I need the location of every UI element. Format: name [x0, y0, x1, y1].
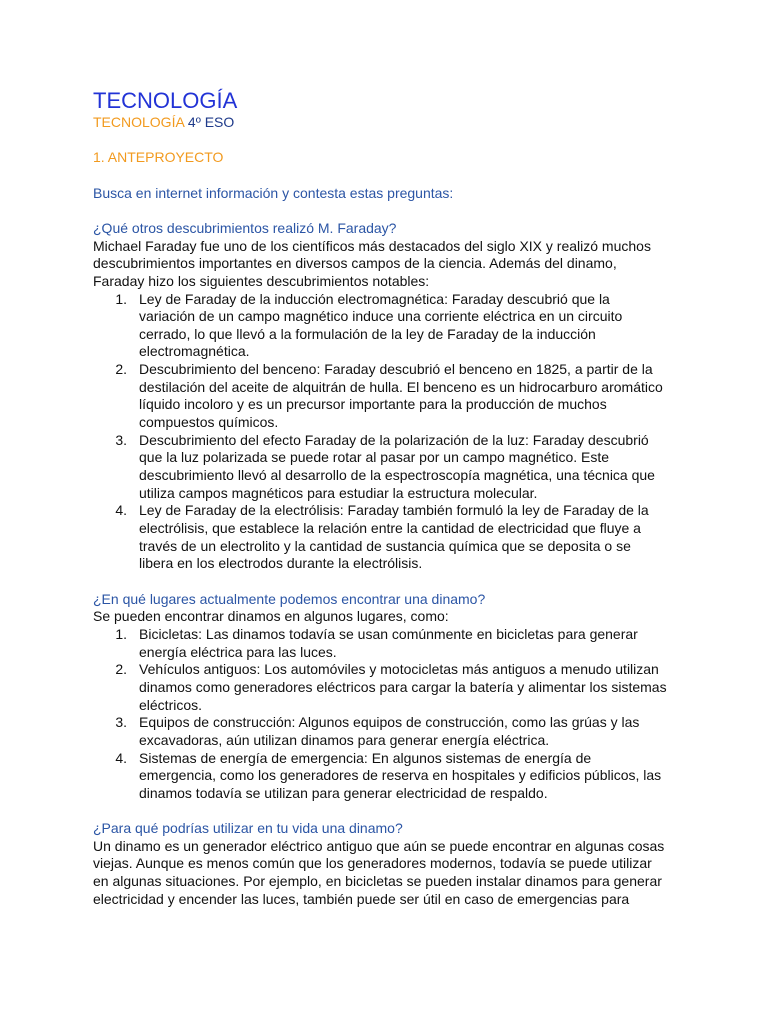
document-content: [93, 88, 733, 908]
list-item: [93, 291, 733, 362]
questions-list: [93, 220, 733, 909]
paragraph-line: viejas. Aunque es menos común que los generadores modernos, todavía se puede utilizar: [93, 855, 652, 872]
list-item-text: [139, 626, 733, 661]
list-item-line: compuestos químicos.: [139, 414, 279, 431]
list-item-line: destilación del aceite de alquitrán de hulla. El benceno es un hidrocarburo aromático: [139, 378, 663, 395]
question-heading: ¿Qué otros descubrimientos realizó M. Faraday?: [93, 219, 397, 236]
list-item-line: dinamos todavía se utilizan para generar electricidad de respaldo.: [139, 784, 548, 801]
list-item-text: [139, 714, 733, 749]
list-item-text: [139, 661, 733, 714]
paragraph-line: en algunas situaciones. Por ejemplo, en bicicletas se pueden instalar dinamos para generar: [93, 873, 662, 890]
list-item-number: 4.: [115, 502, 127, 519]
list-item-line: electromagnética.: [139, 343, 250, 360]
list-item-line: Ley de Faraday de la inducción electromagnética: Faraday descubrió que la: [139, 290, 610, 307]
question-heading: ¿En qué lugares actualmente podemos encontrar una dinamo?: [93, 590, 486, 607]
list-item-line: Bicicletas: Las dinamos todavía se usan comúnmente en bicicletas para generar: [139, 625, 638, 642]
list-item-line: libera en los electrodos durante la electrólisis.: [139, 555, 423, 572]
list-item-line: Ley de Faraday de la electrólisis: Faraday también formuló la ley de Faraday de la: [139, 502, 649, 519]
paragraph-line: Michael Faraday fue uno de los científicos más destacados del siglo XIX y realizó muchos: [93, 237, 651, 254]
list-item-text: [139, 291, 733, 362]
list-item-line: eléctricos.: [139, 696, 203, 713]
list-item-line: dinamos como generadores eléctricos para cargar la batería y alimentar los sistemas: [139, 678, 667, 695]
list-item-number: 3.: [115, 431, 127, 448]
question-block: [93, 591, 733, 803]
list-item: [93, 714, 733, 749]
list-item: [93, 750, 733, 803]
section-heading: 1. ANTEPROYECTO: [93, 149, 224, 166]
paragraph-line: Un dinamo es un generador eléctrico antiguo que aún se puede encontrar en algunas cosas: [93, 837, 665, 854]
list-item-number: 2.: [115, 661, 127, 678]
question-heading: ¿Para qué podrías utilizar en tu vida una dinamo?: [93, 820, 403, 837]
list-item-text: [139, 502, 733, 573]
document-title: TECNOLOGÍA: [93, 88, 238, 113]
list-item-line: través de un electrolito y la cantidad de sustancia química que se deposita o se: [139, 537, 631, 554]
list-item-number: 4.: [115, 749, 127, 766]
question-block: [93, 220, 733, 573]
paragraph-line: electricidad y encender las luces, también puede ser útil en caso de emergencias para: [93, 890, 630, 907]
list-item: [93, 432, 733, 503]
list-item-text: [139, 361, 733, 432]
list-item-number: 1.: [115, 290, 127, 307]
list-item: [93, 626, 733, 661]
list-item-line: energía eléctrica para las luces.: [139, 643, 337, 660]
question-block: [93, 820, 733, 908]
paragraph-line: Faraday hizo los siguientes descubrimientos notables:: [93, 272, 430, 289]
list-item-number: 1.: [115, 625, 127, 642]
list-item-line: utiliza campos magnéticos para estudiar la estructura molecular.: [139, 484, 538, 501]
list-item-line: excavadoras, aún utilizan dinamos para generar energía eléctrica.: [139, 731, 550, 748]
course-label: 4º ESO: [187, 114, 235, 130]
list-item-line: electrólisis, que establece la relación entre la cantidad de electricidad que fluye a: [139, 520, 641, 537]
instructions-text: Busca en internet información y contesta estas preguntas:: [93, 184, 454, 201]
list-item-line: cerrado, lo que llevó a la formulación de la ley de Faraday de la inducción: [139, 325, 596, 342]
paragraph-line: descubrimientos importantes en diversos campos de la ciencia. Además del dinamo,: [93, 255, 617, 272]
list-item-line: Equipos de construcción: Algunos equipos de construcción, como las grúas y las: [139, 714, 640, 731]
list-item-text: [139, 750, 733, 803]
list-item-line: que la luz polarizada se puede rotar al pasar por un campo magnético. Este: [139, 449, 610, 466]
list-item-number: 2.: [115, 361, 127, 378]
list-item: [93, 661, 733, 714]
list-item-number: 3.: [115, 714, 127, 731]
list-item-line: emergencia, como los generadores de reserva en hospitales y edificios públicos, las: [139, 767, 662, 784]
paragraph-line: Se pueden encontrar dinamos en algunos lugares, como:: [93, 608, 449, 625]
list-item-line: Descubrimiento del efecto Faraday de la polarización de la luz: Faraday descubrió: [139, 431, 649, 448]
list-item-line: variación de un campo magnético induce una corriente eléctrica en un circuito: [139, 308, 623, 325]
list-item-line: Sistemas de energía de emergencia: En algunos sistemas de energía de: [139, 749, 592, 766]
list-item-line: Vehículos antiguos: Los automóviles y motocicletas más antiguos a menudo utilizan: [139, 661, 659, 678]
list-item: [93, 361, 733, 432]
subject-label: TECNOLOGÍA: [93, 114, 185, 130]
list-item-line: líquido incoloro y es un precursor importante para la producción de muchos: [139, 396, 607, 413]
list-item-line: descubrimiento llevó al desarrollo de la espectroscopía magnética, una técnica que: [139, 467, 655, 484]
list-item-line: Descubrimiento del benceno: Faraday descubrió el benceno en 1825, a partir de la: [139, 361, 653, 378]
list-item: [93, 502, 733, 573]
list-item-text: [139, 432, 733, 503]
document-subtitle: [93, 114, 733, 132]
